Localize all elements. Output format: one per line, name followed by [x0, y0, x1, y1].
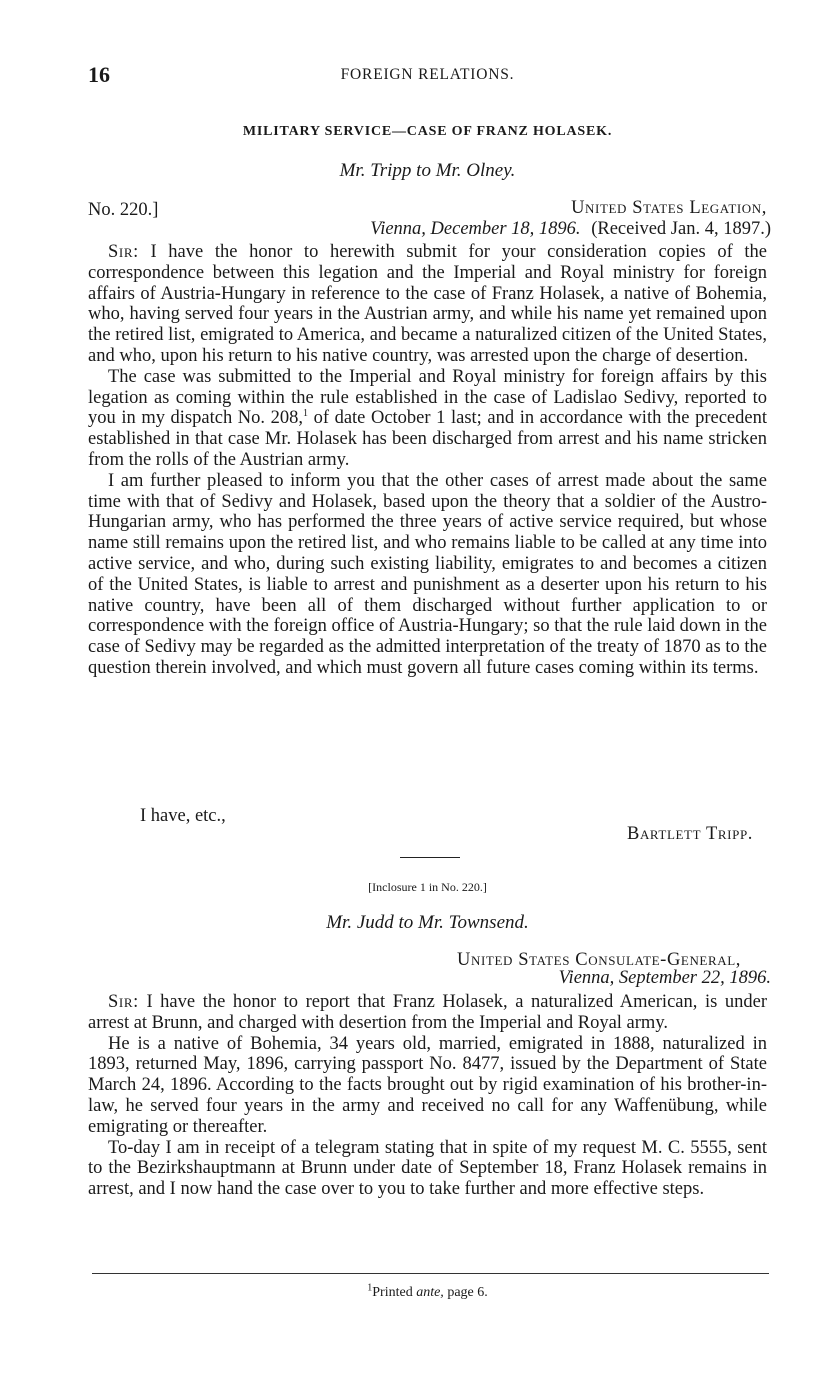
paragraph — [88, 1034, 767, 1138]
footnote-text-after: page 6. — [447, 1285, 488, 1300]
paragraph-text: The case was submitted to the Imperial and Royal ministry for foreign affairs by this legation as coming within the rule established in the case of Ladislao Sedivy, reported to you in my dispatch No. 208, — [88, 366, 767, 429]
paragraph — [88, 992, 767, 1034]
salutation: Sir: — [108, 992, 139, 1012]
paragraph — [88, 471, 767, 679]
footnote-mark: 1 — [367, 1282, 373, 1294]
section-divider — [400, 857, 460, 858]
footnote — [88, 1282, 767, 1301]
letter-heading-tripp-olney: Mr. Tripp to Mr. Olney. — [339, 160, 516, 181]
letter-body-tripp — [88, 242, 767, 679]
paragraph-text: I am further pleased to inform you that the other cases of arrest made about the same time with that of Sedivy and Holasek, based upon the theory that a soldier of the Austro-Hungarian army, who has performed the three years of active service required, but whose name still remains upon the retired list, and who remains liable to be called at any time into active service, and who, during such existing liability, emigrates to and becomes a citizen of the United States, is liable to arrest and punishment as a deserter upon his return to his native country, have been all of them discharged without further application to or correspondence with the foreign office of Austria-Hungary; so that the rule laid down in the case of Sedivy may be regarded as the admitted interpretation of the treaty of 1870 as to the question therein involved, and which must govern all future cases coming within its terms. — [88, 470, 767, 678]
salutation: Sir: — [108, 242, 139, 262]
paragraph — [88, 367, 767, 471]
page-number: 16 — [88, 62, 110, 87]
letter-body-judd — [88, 992, 767, 1200]
section-title: MILITARY SERVICE—CASE OF FRANZ HOLASEK. — [242, 124, 613, 139]
received-date: (Received Jan. 4, 1897.) — [591, 219, 771, 239]
letter-dateline — [370, 219, 771, 240]
letter-heading-judd-townsend: Mr. Judd to Mr. Townsend. — [326, 912, 529, 933]
paragraph-text: I have the honor to herewith submit for your consideration copies of the correspondence between this legation and the Imperial and Royal ministry for foreign affairs of Austria-Hungary in reference to the case of Franz Holasek, a native of Bohemia, who, having served four years in the Austrian army, and while his name yet remained upon the retired list, emigrated to America, and became a naturalized citizen of the United States, and who, upon his return to his native country, was arrested upon the charge of desertion. — [88, 242, 768, 366]
footnote-rule — [92, 1273, 769, 1274]
place-date: Vienna, September 22, 1896. — [558, 968, 771, 988]
paragraph — [88, 1138, 767, 1200]
letter-origin: United States Consulate-General, — [457, 950, 741, 970]
place-date: Vienna, December 18, 1896. — [370, 219, 581, 239]
inclosure-note: [Inclosure 1 in No. 220.] — [368, 880, 487, 894]
footnote-reference: 1 — [302, 408, 308, 420]
signature: Bartlett Tripp. — [627, 824, 753, 844]
paragraph-text: To-day I am in receipt of a telegram stating that in spite of my request M. C. 5555, sent to the Bezirkshauptmann at Brunn under date of September 18, Franz Holasek remains in arrest, and I now hand the case over to you to take further and more effective steps. — [88, 1137, 767, 1200]
footnote-text: Printed — [372, 1285, 413, 1300]
running-title: FOREIGN RELATIONS. — [340, 66, 515, 83]
letter-origin: United States Legation, — [571, 198, 767, 218]
closing: I have, etc., — [140, 806, 226, 826]
running-head — [88, 62, 767, 92]
dispatch-number: No. 220.] — [88, 200, 159, 220]
paragraph-text: He is a native of Bohemia, 34 years old, married, emigrated in 1888, naturalized in 1893, returned May, 1896, carrying passport No. 8477, issued by the Department of State March 24, 1896. According to the facts brought out by rigid examination of his brother-in-law, he served four years in the army and received no call for any Waffenübung, while emigrating or thereafter. — [88, 1033, 767, 1137]
footnote-italic: ante, — [416, 1285, 444, 1300]
paragraph-text: I have the honor to report that Franz Holasek, a naturalized American, is under arrest at Brunn, and charged with desertion from the Imperial and Royal army. — [88, 992, 768, 1033]
paragraph-text: of date October 1 last; and in accordance with the precedent established in that case Mr. Holasek has been discharged from arrest and his name stricken from the rolls of the Austrian army. — [88, 408, 767, 470]
paragraph — [88, 242, 767, 367]
